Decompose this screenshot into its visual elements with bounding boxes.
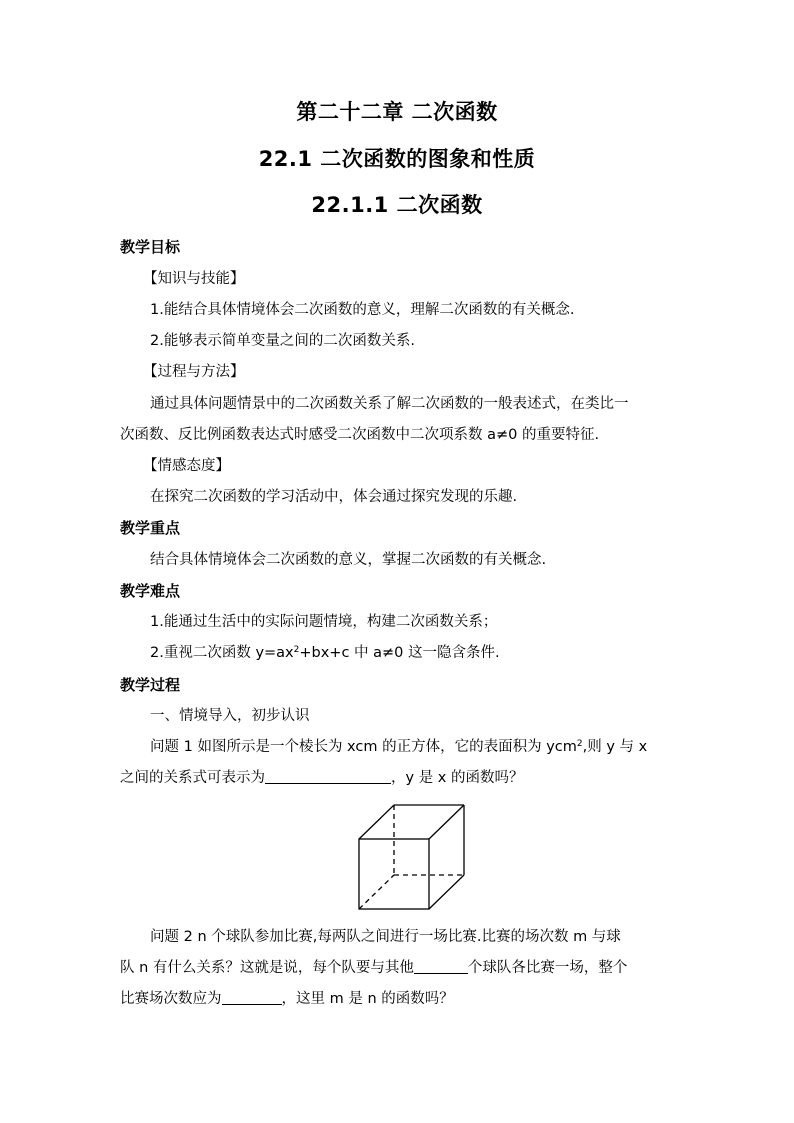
question-1-text-a: 问题 1 如图所示是一个棱长为 xcm 的正方体，它的表面积为 ycm <box>150 739 577 755</box>
emotion-label: 【情感态度】 <box>143 458 230 474</box>
knowledge-item-2: 2.能够表示简单变量之间的二次函数关系. <box>150 333 415 349</box>
question-2-text-d: ，这里 m 是 n 的函数吗？ <box>281 991 454 1007</box>
process-heading: 教学过程 <box>120 676 181 694</box>
question-2-line-2 <box>120 958 627 978</box>
key-points-heading: 教学重点 <box>120 519 181 537</box>
cube-figure <box>356 802 468 912</box>
question-2-text-c: 比赛场次数应为 <box>120 991 222 1007</box>
difficulties-heading: 教学难点 <box>120 582 181 600</box>
knowledge-item-1: 1.能结合具体情境体会二次函数的意义，理解二次函数的有关概念. <box>150 302 575 318</box>
section-title: 22.1 二次函数的图象和性质 <box>258 147 536 171</box>
question-1-line-1 <box>150 737 647 757</box>
superscript: 2 <box>576 739 583 749</box>
knowledge-label: 【知识与技能】 <box>143 271 245 287</box>
cube-front-face <box>359 839 429 909</box>
answer-blank[interactable] <box>222 989 282 1005</box>
question-1-text-b: ,则 y 与 x <box>582 739 648 755</box>
question-2-line-1: 问题 2 n 个球队参加比赛,每两队之间进行一场比赛.比赛的场次数 m 与球 <box>150 929 621 945</box>
cube-edge <box>359 805 394 839</box>
superscript: 2 <box>293 645 300 655</box>
emotion-text: 在探究二次函数的学习活动中，体会通过探究发现的乐趣. <box>150 489 518 505</box>
question-2-line-3 <box>120 989 454 1009</box>
question-1-text-d: ，y 是 x 的函数吗？ <box>391 770 524 786</box>
difficulty-item-2-text-b: +bx+c 中 a≠0 这一隐含条件. <box>299 645 500 661</box>
question-1-text-c: 之间的关系式可表示为 <box>120 770 265 786</box>
process-text-line-2: 次函数、反比例函数表达式时感受二次函数中二次项系数 a≠0 的重要特征. <box>120 427 600 443</box>
goals-heading: 教学目标 <box>120 238 181 256</box>
question-1-line-2 <box>120 768 524 788</box>
cube-edge <box>429 875 464 909</box>
question-2-text-b: 个球队各比赛一场，整个 <box>467 960 628 976</box>
cube-edge <box>429 805 464 839</box>
difficulty-item-1: 1.能通过生活中的实际问题情境，构建二次函数关系； <box>150 614 498 630</box>
answer-blank[interactable] <box>414 958 468 974</box>
difficulty-item-2-text-a: 2.重视二次函数 y=ax <box>150 645 294 661</box>
part-1-title: 一、情境导入，初步认识 <box>150 708 310 724</box>
answer-blank[interactable] <box>265 768 391 784</box>
process-label: 【过程与方法】 <box>143 364 245 380</box>
question-2-text-a: 队 n 有什么关系？这就是说，每个队要与其他 <box>120 960 414 976</box>
key-points-text: 结合具体情境体会二次函数的意义，掌握二次函数的有关概念. <box>150 552 547 568</box>
subsection-title: 22.1.1 二次函数 <box>311 193 483 217</box>
cube-hidden-edge <box>359 875 394 909</box>
difficulty-item-2 <box>150 643 500 663</box>
chapter-title: 第二十二章 二次函数 <box>296 100 498 124</box>
process-text-line-1: 通过具体问题情景中的二次函数关系了解二次函数的一般表述式，在类比一 <box>150 396 629 412</box>
